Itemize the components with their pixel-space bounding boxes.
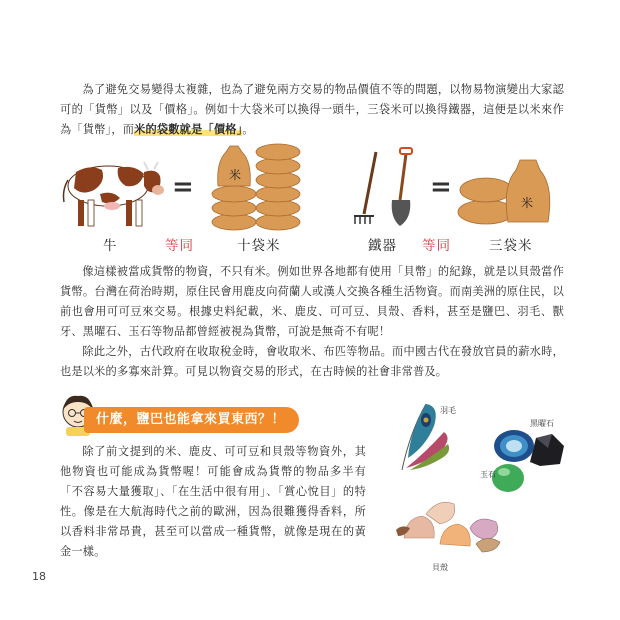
- label-three-bags: 三袋米: [489, 238, 533, 254]
- iron-tools-illustration: [352, 148, 422, 228]
- equals-sign-left: =: [172, 172, 194, 202]
- price-highlight: 米的袋數就是「價格」: [134, 123, 243, 136]
- label-ten-bags: 十袋米: [237, 238, 281, 254]
- bag-glyph-left: 米: [229, 168, 243, 182]
- cow-illustration: [56, 150, 166, 230]
- label-tools: 鐵器: [368, 238, 397, 254]
- page-number: 18: [32, 570, 46, 583]
- bag-glyph-right: 米: [521, 196, 535, 210]
- caption-jade: 玉石: [480, 470, 496, 479]
- section-paragraph: 除了前文提到的米、鹿皮、可可豆和貝殼等物資外，其他物資也可能成為貨幣喔！可能會成為貨幣的物品多半有「不容易大量獲取」、「在生活中很有用」、「賞心悅目」的特性。像是在大航海時代之前的歐洲，因為很難獲得香料，所以香料非常昂貴，甚至可以當成一種貨幣，就像是現在的黃金一樣。: [60, 445, 366, 558]
- intro-text-end: 。: [242, 123, 254, 136]
- caption-obsidian: 黑曜石: [530, 419, 554, 428]
- label-equal-right: 等同: [422, 238, 451, 254]
- paragraph-currency-examples: 像這樣被當成貨幣的物資，不只有米。例如世界各地都有使用「貝幣」的紀錄，就是以貝殼當作貨幣。台灣在荷治時期，原住民會用鹿皮向荷蘭人或漢人交換各種生活物資。而南美洲的原住民，以前也會用可可豆來交易。根據史料紀載，米、鹿皮、可可豆、貝殼、香料，甚至是鹽巴、羽毛、獸牙、黑曜石、玉石等物品都曾經被視為貨幣，可說是無奇不有呢！: [60, 265, 564, 338]
- label-equal-left: 等同: [165, 238, 194, 254]
- caption-shell: 貝殼: [432, 563, 448, 572]
- label-cow: 牛: [103, 238, 118, 254]
- ten-rice-bags-illustration: [206, 142, 306, 232]
- paragraph-tax-and-salary: 除此之外，古代政府在收取稅金時，會收取米、布匹等物品。而中國古代在發放官員的薪水時，也是以米的多寡來計算。可見以物資交易的形式，在古時候的社會非常普及。: [60, 345, 564, 378]
- equals-sign-right: =: [430, 172, 452, 202]
- three-rice-bags-illustration: [456, 152, 556, 228]
- feathers-illustration: [396, 392, 456, 472]
- intro-paragraph: [60, 80, 564, 140]
- section-title: 什麼，鹽巴也能拿來買東西？！: [84, 407, 299, 433]
- caption-feather: 羽毛: [440, 406, 456, 415]
- jade-illustration: [490, 426, 540, 496]
- shells-illustration: [396, 494, 510, 556]
- intro-text: 為了避免交易變得太複雜，也為了避免兩方交易的物品價值不等的問題，以物易物演變出大家認可的「貨幣」以及「價格」。例如十大袋米可以換得一頭牛，三袋米可以換得鐵器，這便是以米來作為「貨幣」，而: [60, 83, 564, 136]
